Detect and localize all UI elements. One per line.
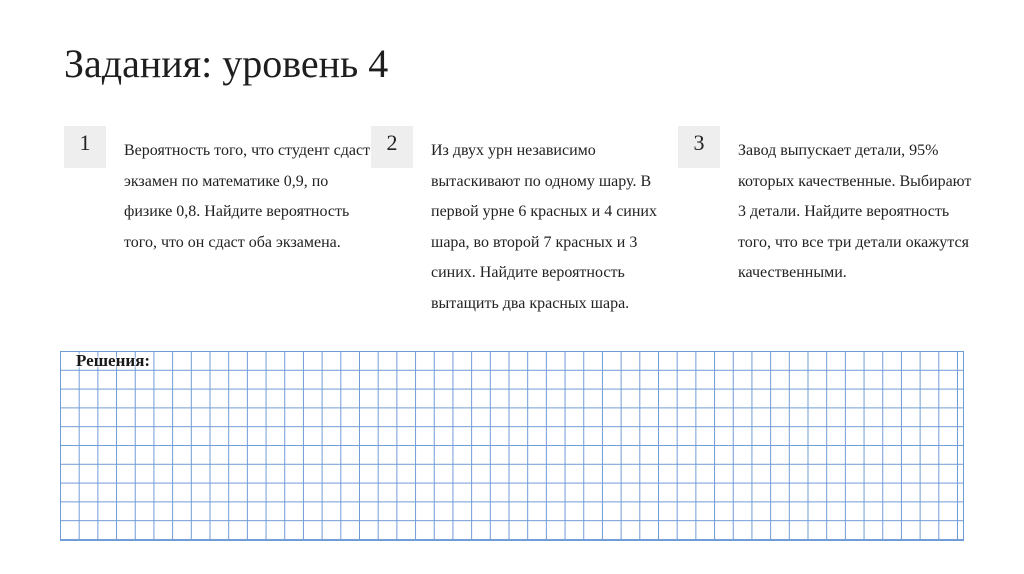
task-text: Вероятность того, что студент сдаст экзамен по математике 0,9, по физике 0,8. Найдите вероятность того, что он сдаст оба экзамена.: [124, 142, 371, 251]
solutions-label: Решения:: [76, 351, 151, 370]
task-text: Из двух урн независимо вытаскивают по одному шару. В первой урне 6 красных и 4 синих шара, во второй 7 красных и 3 синих. Найдите вероятность вытащить два красных шара.: [431, 142, 657, 312]
task-number: 3: [678, 126, 720, 168]
task-text: Завод выпускает детали, 95% которых качественные. Выбирают 3 детали. Найдите вероятность того, что все три детали окажутся качественными.: [738, 142, 972, 281]
grid-paper-area: [60, 351, 964, 541]
task-number: 2: [371, 126, 413, 168]
task-number: 1: [64, 126, 106, 168]
slide-title: Задания: уровень 4: [64, 41, 389, 86]
